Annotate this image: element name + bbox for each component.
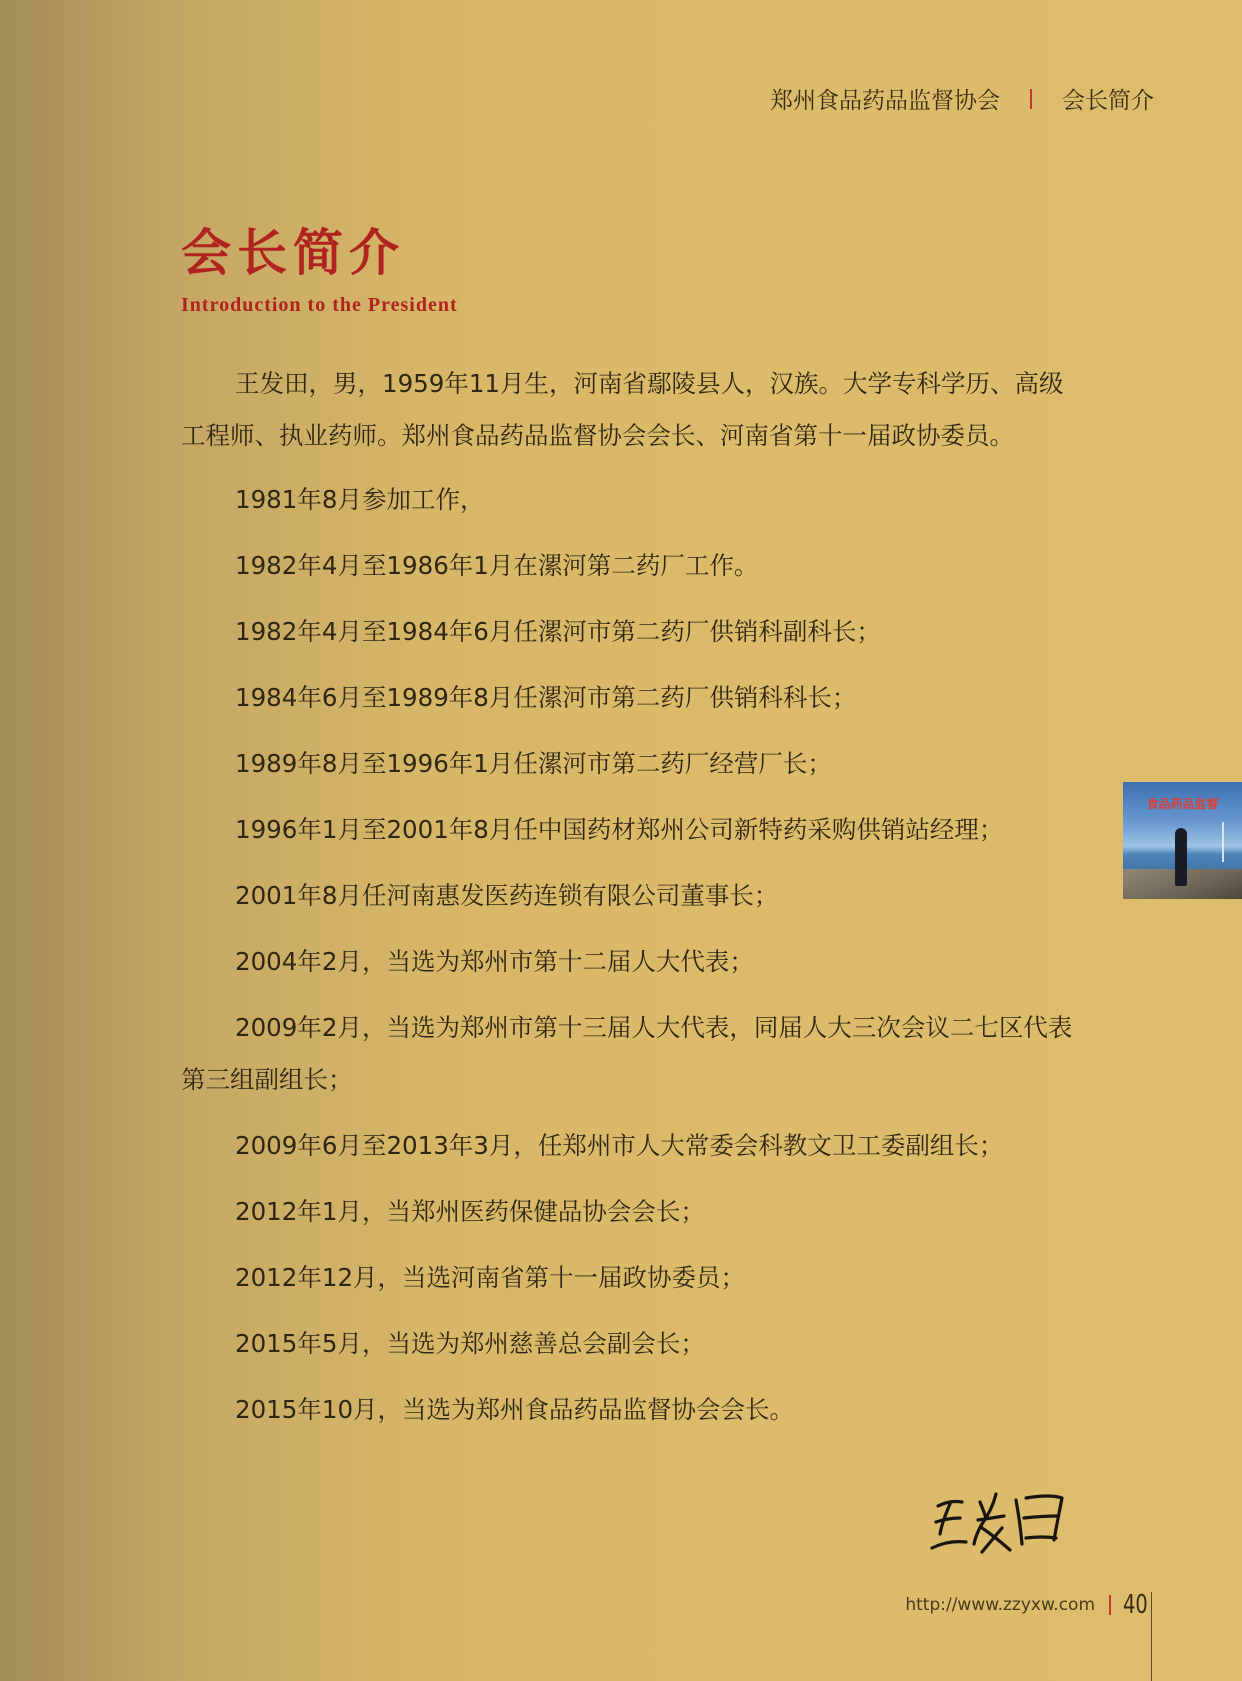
page-header (770, 82, 1154, 115)
footer-divider (1109, 1595, 1111, 1615)
intro-paragraph: 王发田，男，1959年11月生，河南省鄢陵县人，汉族。大学专科学历、高级工程师、执业药师。郑州食品药品监督协会会长、河南省第十一届政协委员。 (181, 369, 1064, 450)
signature-drawing (930, 1488, 1080, 1563)
career-entry: 1981年8月参加工作， (235, 485, 485, 514)
career-entry: 2015年5月，当选为郑州慈善总会副会长； (235, 1329, 705, 1358)
page-number: 40 (1123, 1590, 1148, 1620)
page-footer (905, 1590, 1151, 1620)
career-entry: 2009年2月，当选为郑州市第十三届人大代表，同届人大三次会议二七区代表第三组副组长； (181, 1013, 1073, 1094)
header-org: 郑州食品药品监督协会 (770, 88, 1000, 114)
career-entry: 2015年10月，当选为郑州食品药品监督协会会长。 (235, 1395, 795, 1424)
page-title: 会长简介 (181, 223, 405, 282)
handwritten-signature (930, 1488, 1080, 1567)
president-photo-thumbnail[interactable] (1123, 782, 1242, 899)
pole-shape (1222, 822, 1224, 862)
header-divider (1030, 89, 1032, 109)
career-entry: 1982年4月至1986年1月在漯河第二药厂工作。 (235, 551, 759, 580)
footer-url[interactable]: http://www.zzyxw.com (905, 1595, 1095, 1615)
page-subtitle: Introduction to the President (181, 294, 458, 316)
career-entry: 1989年8月至1996年1月任漯河市第二药厂经营厂长； (235, 749, 832, 778)
career-entry: 1984年6月至1989年8月任漯河市第二药厂供销科科长； (235, 683, 857, 712)
career-entry: 2009年6月至2013年3月，任郑州市人大常委会科教文卫工委副组长； (235, 1131, 1004, 1160)
person-silhouette (1175, 828, 1187, 886)
thumbnail-label: 食品药品监督 (1146, 797, 1219, 811)
career-entry: 2012年12月，当选河南省第十一届政协委员； (235, 1263, 746, 1292)
career-entry: 2012年1月，当郑州医药保健品协会会长； (235, 1197, 705, 1226)
header-section: 会长简介 (1062, 88, 1154, 114)
biography (181, 358, 1081, 1450)
career-entry: 1996年1月至2001年8月任中国药材郑州公司新特药采购供销站经理； (235, 815, 1004, 844)
career-entry: 2004年2月，当选为郑州市第十二届人大代表； (235, 947, 754, 976)
career-entry: 1982年4月至1984年6月任漯河市第二药厂供销科副科长； (235, 617, 881, 646)
career-entry: 2001年8月任河南惠发医药连锁有限公司董事长； (235, 881, 779, 910)
footer-vertical-rule (1151, 1592, 1152, 1681)
